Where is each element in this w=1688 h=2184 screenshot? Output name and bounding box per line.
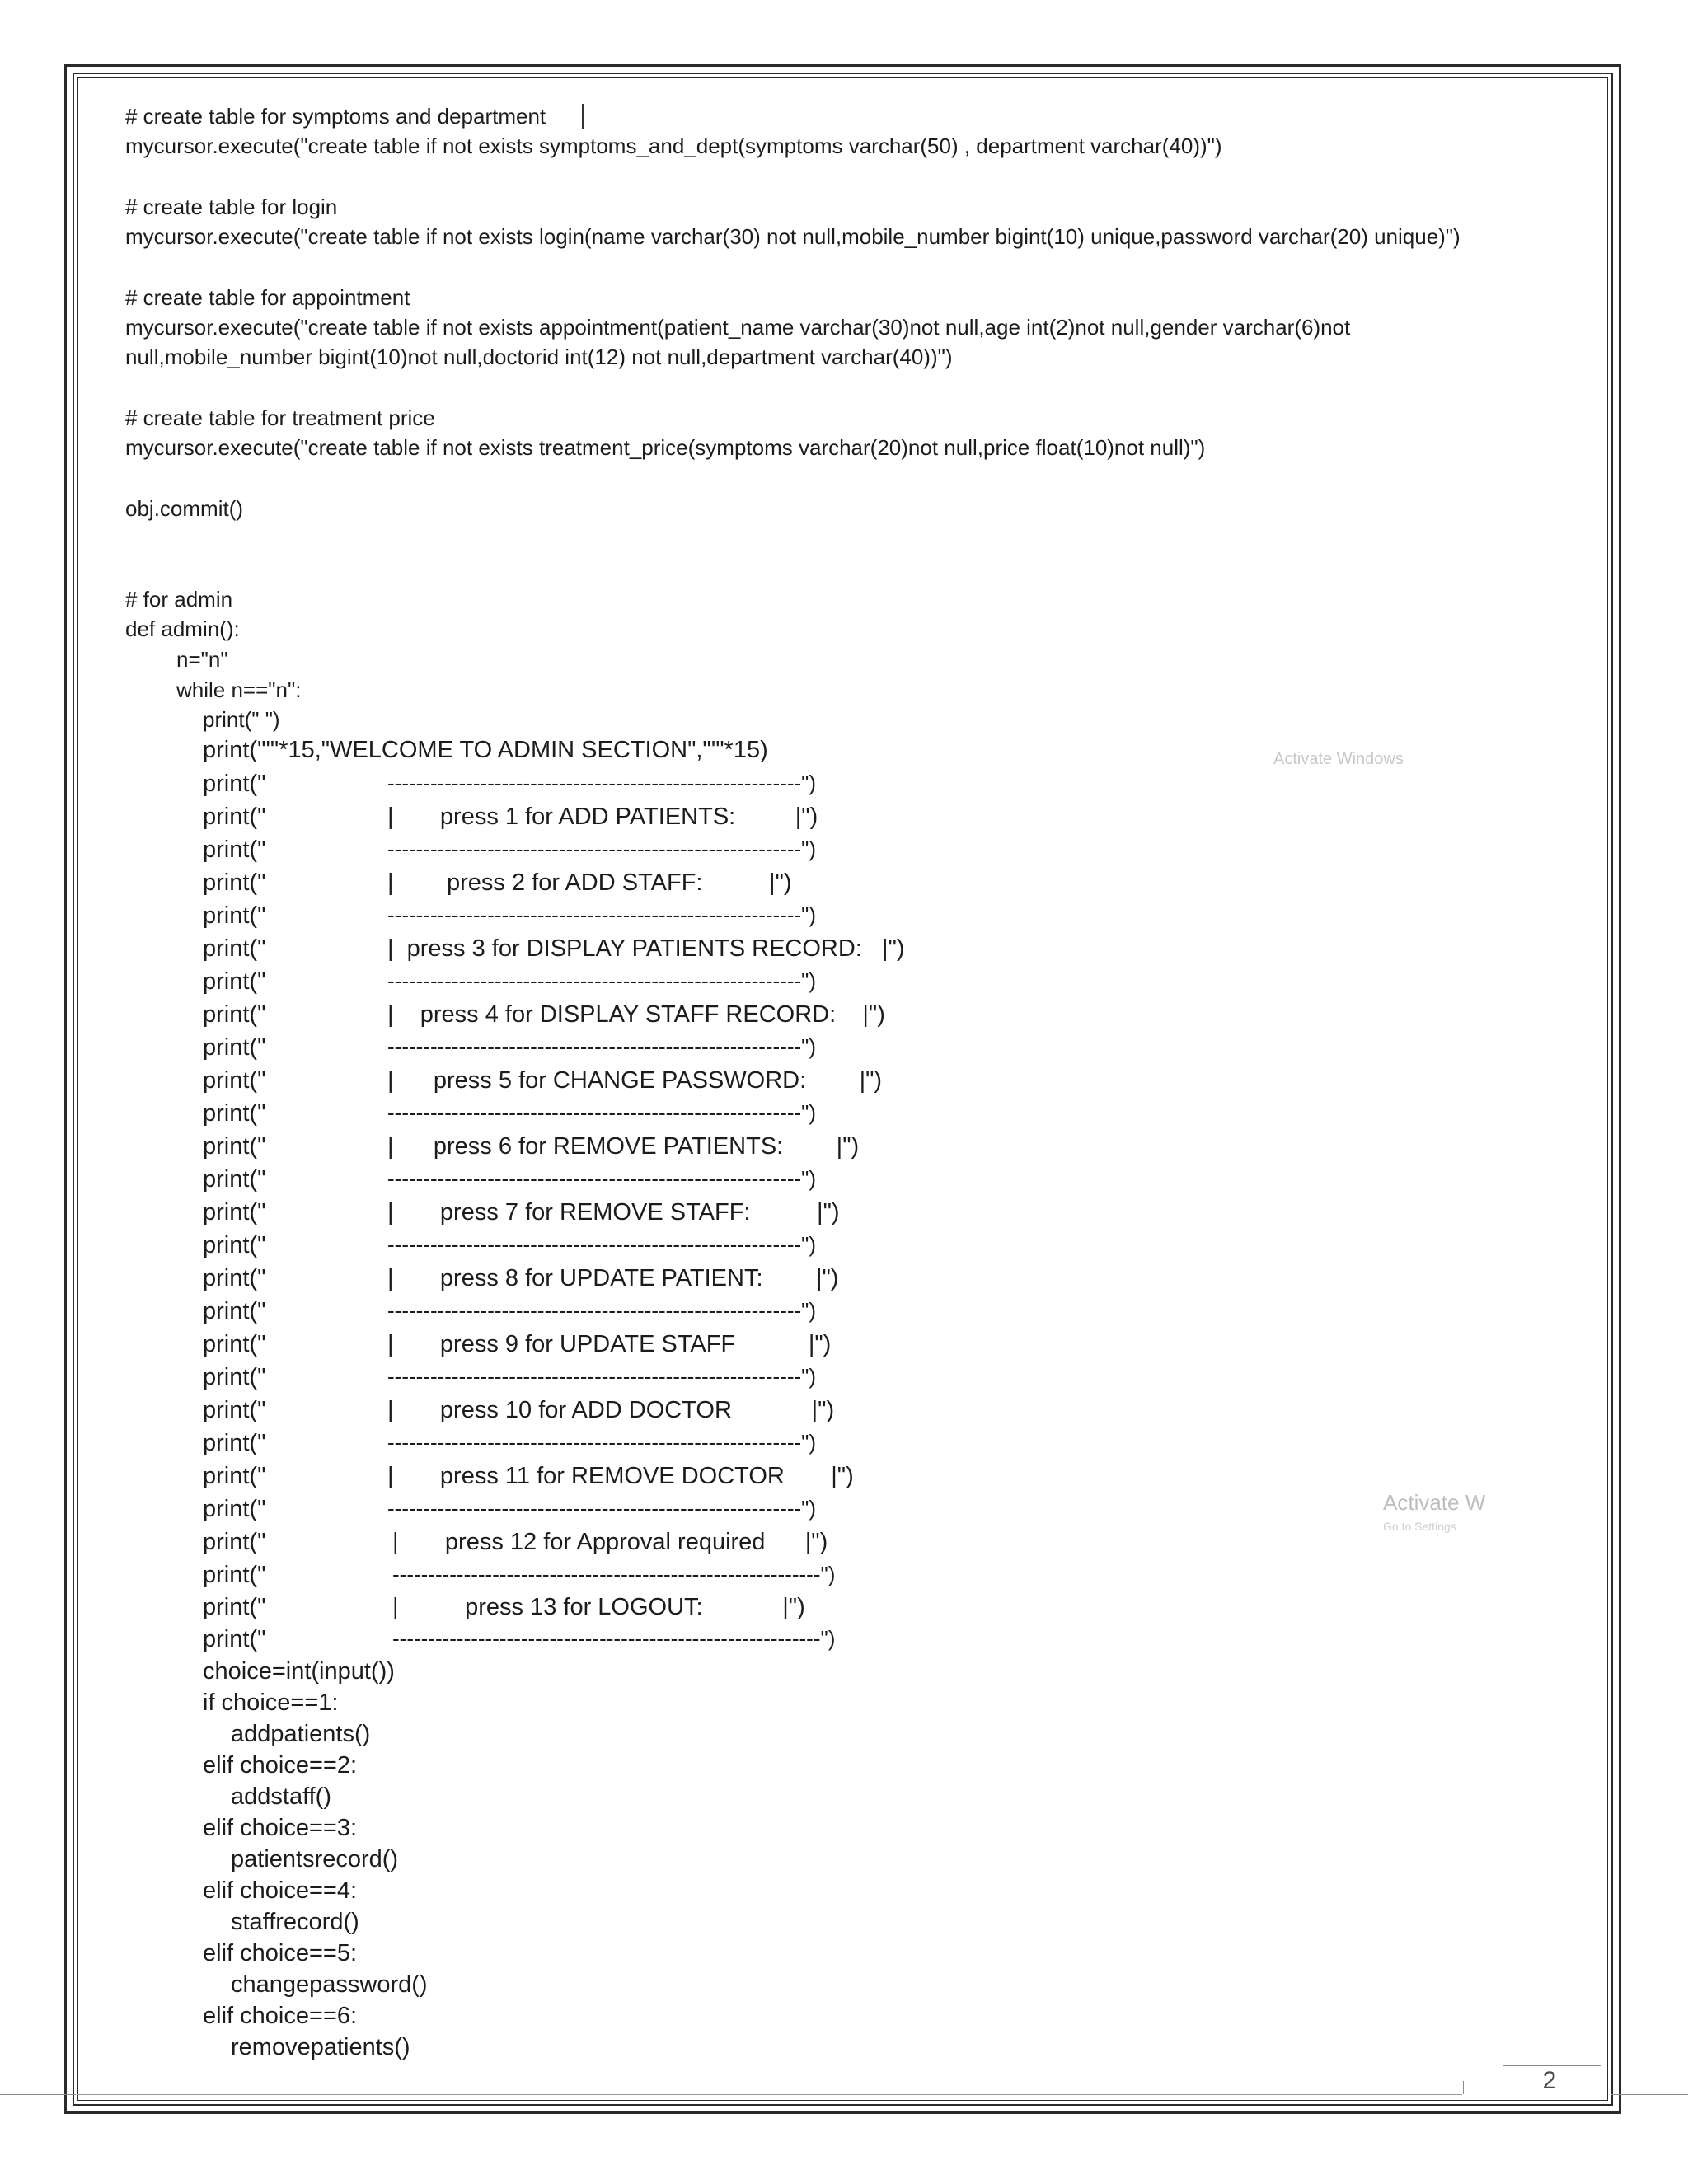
code-line: print("'"*15,"WELCOME TO ADMIN SECTION","'"*15)	[203, 737, 768, 763]
code-menu-rule: ----------------------------------------------------------")	[387, 771, 817, 795]
code-line: patientsrecord()	[231, 1846, 399, 1872]
code-line: elif choice==4:	[203, 1877, 358, 1904]
code-print: print("	[203, 1265, 266, 1291]
code-print: print("	[203, 968, 266, 995]
page-number: 2	[1542, 2067, 1557, 2094]
watermark-text: Activate W	[1383, 1490, 1486, 1515]
code-print: print("	[203, 771, 266, 797]
code-print: print("	[203, 869, 266, 896]
code-print: print("	[203, 1166, 266, 1193]
code-line: def admin():	[125, 616, 240, 641]
code-menu-item: | press 5 for CHANGE PASSWORD: |")	[387, 1067, 883, 1094]
code-line: while n=="n":	[176, 677, 302, 702]
code-print: print("	[203, 1199, 266, 1226]
code-print: print("	[203, 1430, 266, 1456]
code-print: print("	[203, 1594, 266, 1620]
code-line: removepatients()	[231, 2034, 410, 2060]
code-menu-rule: ----------------------------------------------------------")	[387, 1364, 817, 1389]
code-print: print("	[203, 935, 266, 962]
code-print: print("	[203, 1133, 266, 1160]
code-print: print("	[203, 1626, 266, 1652]
code-print: print("	[203, 804, 266, 830]
code-line: staffrecord()	[231, 1909, 359, 1935]
code-menu-rule: ----------------------------------------------------------")	[387, 1232, 817, 1257]
code-menu-rule: ----------------------------------------------------------")	[387, 968, 817, 993]
code-comment: # create table for symptoms and department	[125, 104, 546, 129]
code-menu-rule: ----------------------------------------------------------")	[387, 1496, 817, 1521]
code-menu-item: | press 12 for Approval required |")	[392, 1529, 828, 1555]
code-print: print("	[203, 1562, 266, 1588]
code-menu-item: | press 3 for DISPLAY PATIENTS RECORD: |")	[387, 935, 905, 962]
code-print: print("	[203, 1331, 266, 1357]
code-menu-rule: ----------------------------------------------------------")	[387, 1166, 817, 1191]
code-menu-item: | press 4 for DISPLAY STAFF RECORD: |")	[387, 1001, 885, 1028]
code-menu-item: | press 11 for REMOVE DOCTOR |")	[387, 1463, 854, 1489]
code-print: print("	[203, 1067, 266, 1094]
code-print: print("	[203, 1529, 266, 1555]
code-line: changepassword()	[231, 1971, 428, 1998]
code-line: addstaff()	[231, 1783, 331, 1810]
code-menu-rule: ----------------------------------------------------------")	[387, 902, 817, 927]
code-print: print("	[203, 1100, 266, 1127]
watermark-text: Activate Windows	[1273, 750, 1404, 768]
code-line: n="n"	[176, 647, 228, 672]
code-menu-item: | press 7 for REMOVE STAFF: |")	[387, 1199, 840, 1226]
code-print: print("	[203, 1364, 266, 1390]
code-menu-rule: ----------------------------------------------------------")	[387, 1430, 817, 1455]
code-line: elif choice==6:	[203, 2003, 358, 2029]
code-comment: # create table for appointment	[125, 285, 410, 310]
code-menu-item: | press 8 for UPDATE PATIENT: |")	[387, 1265, 839, 1291]
code-print: print("	[203, 1397, 266, 1423]
code-menu-item: | press 1 for ADD PATIENTS: |")	[387, 804, 818, 830]
code-menu-item: | press 10 for ADD DOCTOR |")	[387, 1397, 835, 1423]
code-comment: # create table for login	[125, 194, 338, 219]
code-print: print("	[203, 1463, 266, 1489]
code-menu-rule: ----------------------------------------------------------")	[387, 1034, 817, 1059]
code-print: print("	[203, 1496, 266, 1522]
code-menu-rule: ------------------------------------------------------------")	[392, 1562, 836, 1586]
watermark-subtext: Go to Settings	[1383, 1520, 1456, 1533]
code-line: mycursor.execute("create table if not exists appointment(patient_name varchar(30)not null,age int(2)not null,gender varchar(6)not	[125, 315, 1351, 340]
code-line: elif choice==5:	[203, 1940, 358, 1966]
code-print: print("	[203, 1001, 266, 1028]
code-line: mycursor.execute("create table if not exists symptoms_and_dept(symptoms varchar(50) , department varchar(40))")	[125, 134, 1222, 158]
code-menu-rule: ----------------------------------------------------------")	[387, 837, 817, 861]
code-comment: # for admin	[125, 587, 233, 612]
code-menu-item: | press 2 for ADD STAFF: |")	[387, 869, 792, 896]
code-menu-item: | press 13 for LOGOUT: |")	[392, 1594, 805, 1620]
code-line: mycursor.execute("create table if not exists treatment_price(symptoms varchar(20)not null,price float(10)not null)")	[125, 435, 1206, 460]
code-print: print("	[203, 837, 266, 863]
code-line: choice=int(input())	[203, 1658, 395, 1685]
code-line: null,mobile_number bigint(10)not null,doctorid int(12) not null,department varchar(40))")	[125, 344, 953, 369]
code-line: if choice==1:	[203, 1690, 339, 1716]
code-menu-rule: ----------------------------------------------------------")	[387, 1100, 817, 1125]
code-menu-rule: ------------------------------------------------------------")	[392, 1626, 836, 1651]
code-comment: # create table for treatment price	[125, 405, 435, 430]
code-print: print("	[203, 1034, 266, 1061]
code-menu-rule: ----------------------------------------------------------")	[387, 1298, 817, 1323]
code-menu-item: | press 6 for REMOVE PATIENTS: |")	[387, 1133, 860, 1160]
code-line: elif choice==2:	[203, 1752, 358, 1779]
code-line: mycursor.execute("create table if not exists login(name varchar(30) not null,mobile_number bigint(10) unique,password varchar(20) unique)")	[125, 224, 1461, 249]
code-line: elif choice==3:	[203, 1815, 358, 1841]
code-line: addpatients()	[231, 1721, 371, 1747]
code-print: print("	[203, 1298, 266, 1324]
code-line: print(" ")	[203, 707, 280, 732]
code-print: print("	[203, 902, 266, 929]
code-line: obj.commit()	[125, 496, 244, 521]
code-print: print("	[203, 1232, 266, 1258]
code-menu-item: | press 9 for UPDATE STAFF |")	[387, 1331, 832, 1357]
